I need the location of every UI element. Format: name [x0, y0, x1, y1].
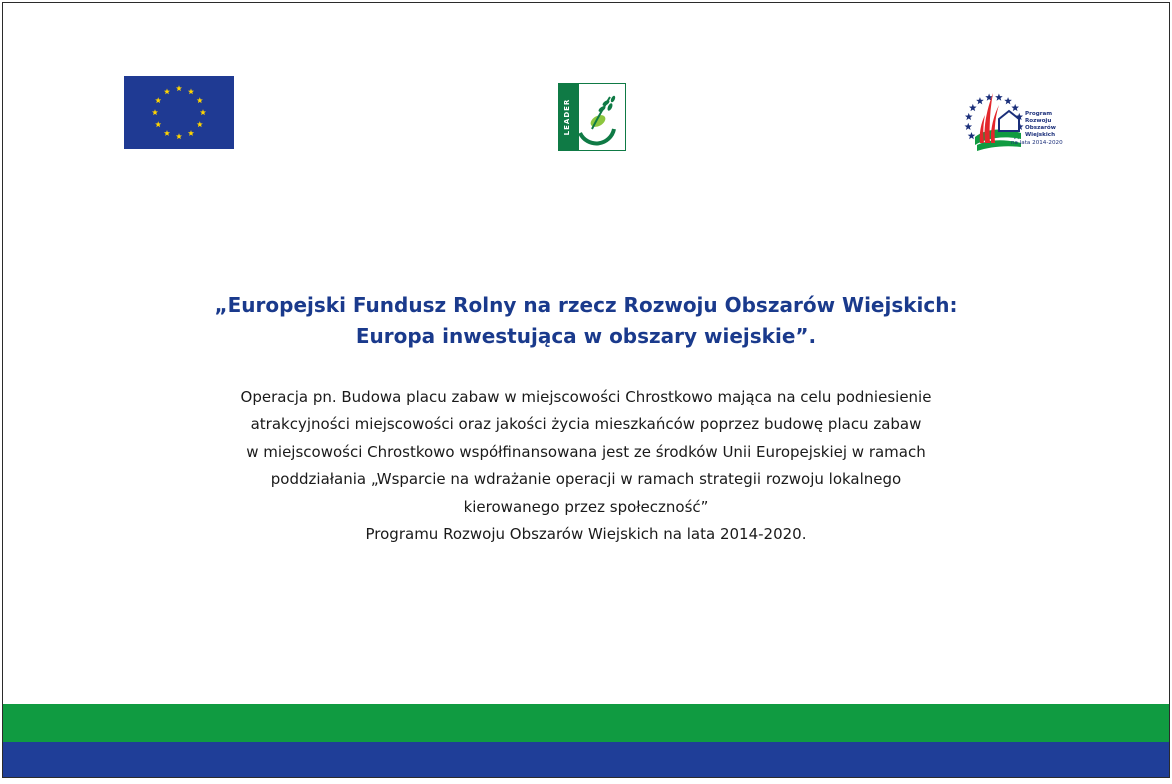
eu-flag-icon: [124, 76, 234, 149]
star-icon: [976, 97, 984, 104]
prow-line: Wiejskich: [1025, 132, 1056, 138]
prow-years: na lata 2014-2020: [1011, 140, 1063, 146]
body-text: [63, 384, 1109, 548]
body-line-2: atrakcyjności miejscowości oraz jakości życia mieszkańców poprzez budowę placu zabaw: [250, 415, 922, 434]
body-line-1: Operacja pn. Budowa placu zabaw w miejscowości Chrostkowo mająca na celu podniesienie: [240, 388, 932, 406]
headline: [63, 290, 1109, 352]
prow-line: Obszarów: [1025, 125, 1056, 131]
prow-line: Program: [1025, 111, 1053, 117]
headline-line-1: „Europejski Fundusz Rolny na rzecz Rozwoju Obszarów Wiejskich:: [214, 293, 958, 317]
star-icon: [969, 104, 977, 111]
star-icon: [1011, 104, 1019, 111]
body-line-4: poddziałania „Wsparcie na wdrażanie operacji w ramach strategii rozwoju lokalnego: [270, 470, 902, 489]
body-line-3: w miejscowości Chrostkowo współfinansowana jest ze środków Unii Europejskiej w ramach: [246, 442, 926, 461]
body-line-5: kierowanego przez społeczność”: [463, 497, 709, 516]
star-icon: [964, 123, 972, 130]
star-icon: [965, 113, 973, 120]
leader-vertical-text: LEADER: [563, 98, 571, 136]
prow-text: [1011, 111, 1085, 147]
body-line-6: Programu Rozwoju Obszarów Wiejskich na lata 2014-2020.: [365, 525, 807, 544]
prow-logo: [963, 87, 1083, 163]
star-icon: [1004, 97, 1012, 104]
prow-line: Rozwoju: [1025, 118, 1052, 124]
prow-logo-icon: [963, 87, 1025, 163]
blue-stripe: [3, 742, 1169, 778]
star-icon: [995, 93, 1003, 100]
star-icon: [968, 132, 976, 139]
green-stripe: [3, 704, 1169, 742]
leader-logo-icon: [558, 83, 626, 151]
headline-line-2: Europa inwestująca w obszary wiejskie”.: [355, 324, 817, 348]
poster-board: [2, 2, 1170, 778]
